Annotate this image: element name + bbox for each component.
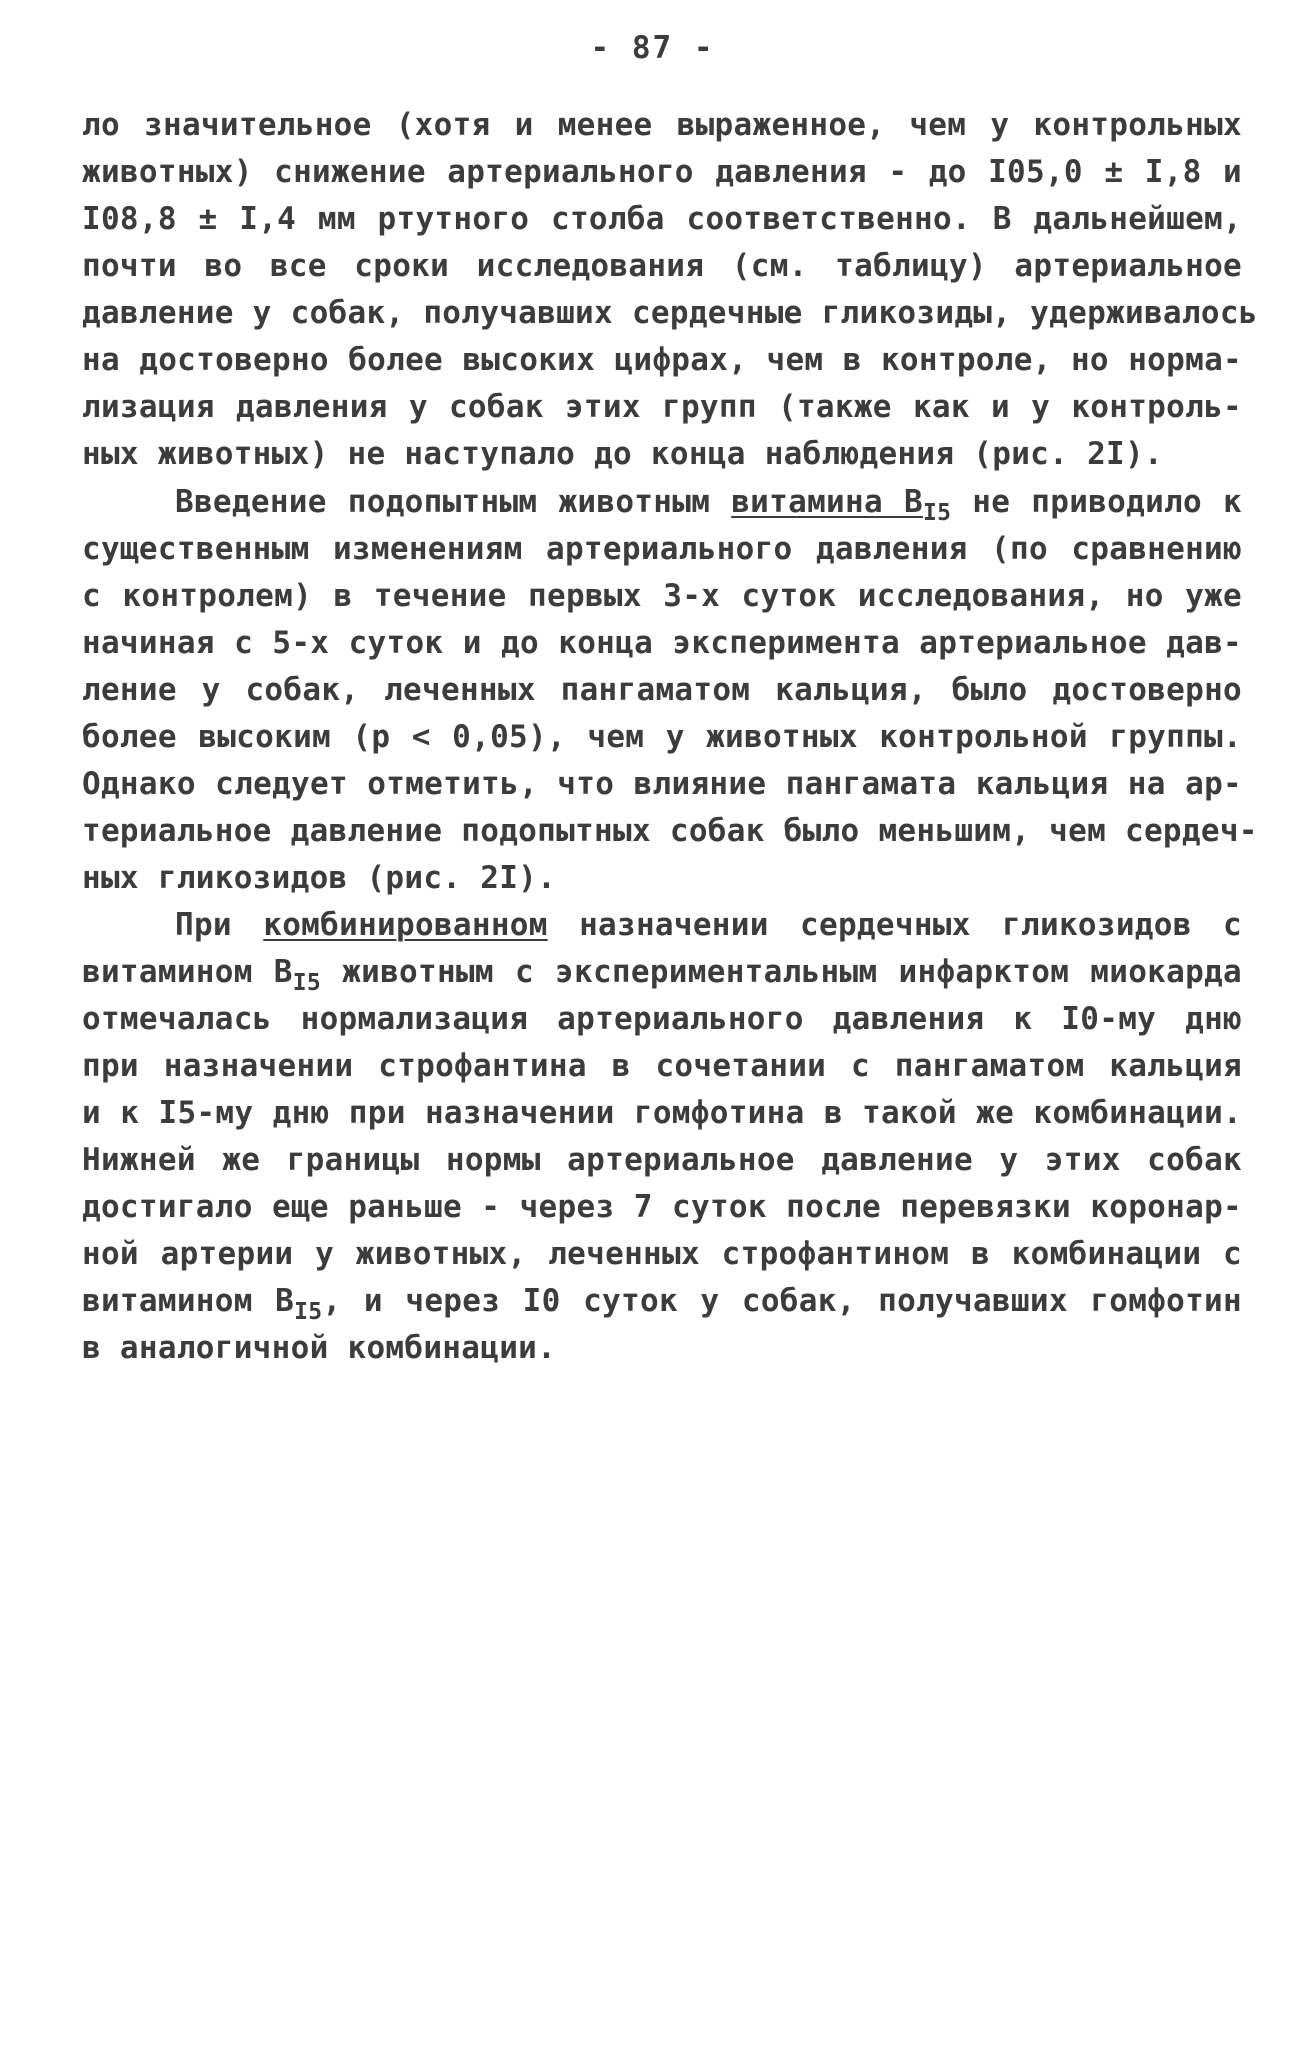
text-line bbox=[175, 482, 1242, 525]
text-line: и к I5-му дню при назначении гомфотина в такой же комбинации. bbox=[82, 1095, 1242, 1131]
text-line: лизация давления у собак этих групп (также как и у контроль- bbox=[82, 389, 1242, 425]
text-line: в аналогичной комбинации. bbox=[82, 1330, 557, 1366]
text-line: ло значительное (хотя и менее выраженное, чем у контрольных bbox=[82, 107, 1242, 143]
text-segment: , и через I0 суток у собак, получавших гомфотин bbox=[322, 1283, 1242, 1319]
text-line: ных гликозидов (рис. 2I). bbox=[82, 860, 557, 896]
text-line bbox=[175, 905, 1242, 945]
text-line: достигало еще раньше - через 7 суток после перевязки коронар- bbox=[82, 1189, 1242, 1225]
text-line: отмечалась нормализация артериального давления к I0-му дню bbox=[82, 1001, 1242, 1037]
text-line: более высоким (р < 0,05), чем у животных контрольной группы. bbox=[82, 719, 1242, 755]
text-segment: не приводило к bbox=[951, 484, 1242, 520]
text-line: почти во все сроки исследования (см. таблицу) артериальное bbox=[82, 248, 1242, 284]
text-line: ление у собак, леченных пангаматом кальция, было достоверно bbox=[82, 672, 1242, 708]
text-line: при назначении строфантина в сочетании с пангаматом кальция bbox=[82, 1048, 1242, 1084]
text-line: животных) снижение артериального давления - до I05,0 ± I,8 и bbox=[82, 154, 1242, 190]
subscript: I5 bbox=[922, 500, 952, 526]
text-segment: При bbox=[175, 907, 264, 943]
underlined-term-text: витамина В bbox=[731, 484, 923, 520]
page-number: - 87 - bbox=[590, 30, 715, 66]
text-line: ной артерии у животных, леченных строфантином в комбинации с bbox=[82, 1236, 1242, 1272]
text-line: существенным изменениям артериального давления (по сравнению bbox=[82, 531, 1242, 567]
text-segment: витамином В bbox=[82, 954, 293, 990]
underlined-term: комбинированном bbox=[263, 907, 548, 943]
text-line: с контролем) в течение первых 3-х суток исследования, но уже bbox=[82, 578, 1242, 614]
text-line: на достоверно более высоких цифрах, чем в контроле, но норма- bbox=[82, 342, 1242, 378]
text-segment: Введение подопытным животным bbox=[175, 484, 732, 520]
subscript: I5 bbox=[292, 970, 322, 996]
text-line: I08,8 ± I,4 мм ртутного столба соответственно. В дальнейшем, bbox=[82, 201, 1242, 237]
text-line: Нижней же границы нормы артериальное давление у этих собак bbox=[82, 1142, 1242, 1178]
text-segment: назначении сердечных гликозидов с bbox=[547, 907, 1243, 943]
text-line: териальное давление подопытных собак было меньшим, чем сердеч- bbox=[82, 813, 1258, 849]
text-line bbox=[82, 1281, 1242, 1324]
underlined-term bbox=[731, 484, 952, 526]
subscript: I5 bbox=[294, 1299, 323, 1325]
text-segment: животным с экспериментальным инфарктом миокарда bbox=[321, 954, 1242, 990]
text-segment: витамином В bbox=[82, 1283, 295, 1319]
text-line: давление у собак, получавших сердечные гликозиды, удерживалось bbox=[82, 295, 1258, 331]
text-line: начиная с 5-х суток и до конца эксперимента артериальное дав- bbox=[82, 625, 1242, 661]
text-line bbox=[82, 952, 1242, 995]
text-line: ных животных) не наступало до конца наблюдения (рис. 2I). bbox=[82, 436, 1163, 472]
text-line: Однако следует отметить, что влияние пангамата кальция на ар- bbox=[82, 766, 1242, 802]
